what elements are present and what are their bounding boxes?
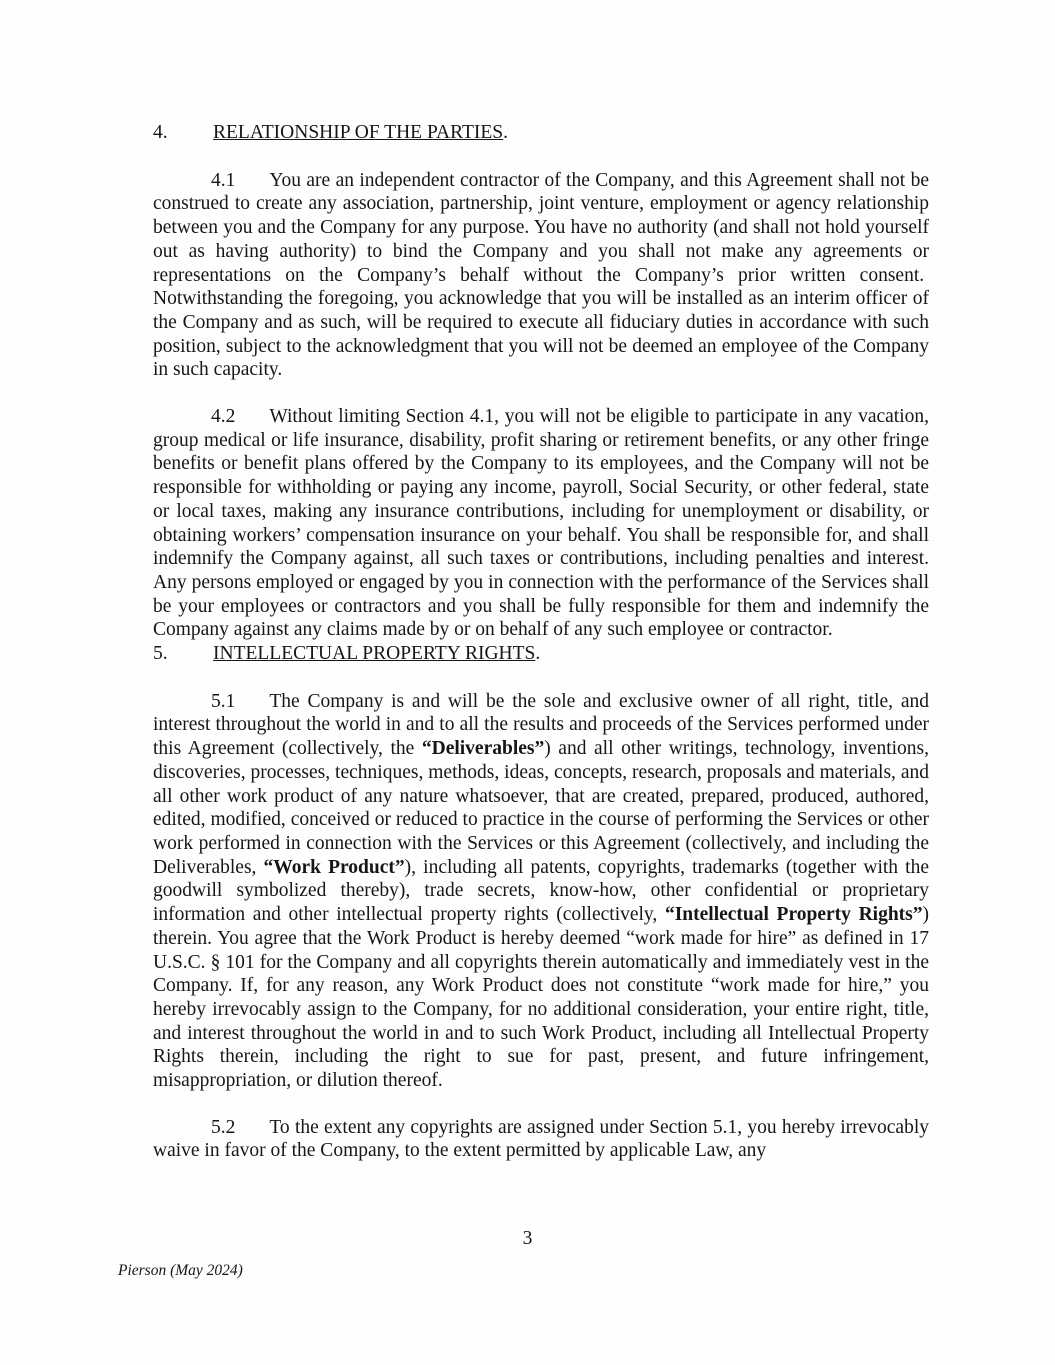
document-content — [153, 121, 929, 1163]
section-relationship-of-the-parties — [153, 121, 929, 642]
section-5-title-period: . — [535, 643, 541, 665]
paragraph-5-2-number: 5.2 — [211, 1116, 236, 1138]
page-number: 3 — [522, 1228, 533, 1249]
section-5-number: 5. — [153, 643, 168, 665]
paragraph-5-2 — [153, 1116, 929, 1163]
section-4-title-period: . — [503, 122, 508, 143]
paragraph-4-2 — [153, 405, 929, 642]
section-4-number: 4. — [153, 122, 168, 143]
section-4-title: RELATIONSHIP OF THE PARTIES — [213, 122, 504, 143]
paragraph-4-1-number: 4.1 — [211, 169, 236, 191]
section-5-heading — [153, 642, 929, 666]
paragraph-4-2-number: 4.2 — [211, 406, 236, 428]
section-4-heading — [153, 121, 929, 145]
paragraph-5-1-number: 5.1 — [211, 690, 236, 712]
paragraph-5-1 — [153, 690, 929, 1093]
section-intellectual-property-rights — [153, 642, 929, 1163]
section-5-title: INTELLECTUAL PROPERTY RIGHTS — [213, 643, 536, 665]
paragraph-5-2-text: To the extent any copyrights are assigned under Section 5.1, you hereby irrevocably waive in favor of the Company, to the extent permitted by applicable Law, any — [153, 1116, 929, 1162]
paragraph-4-1 — [153, 169, 929, 382]
paragraph-4-2-text: Without limiting Section 4.1, you will not be eligible to participate in any vacation, group medical or life insurance, disability, profit sharing or retirement benefits, or any other fringe benefits or benefit plans offered by the Company to its employees, and the Company will not be responsible for withholding or paying any income, payroll, Social Security, or other federal, state or local taxes, making any insurance contributions, including for unemployment or disability, or obtaining workers’ compensation insurance on your behalf. You shall be responsible for, and shall indemnify the Company against, all such taxes or contributions, including penalties and interest. Any persons employed or engaged by you in connection with the performance of the Services shall be your employees or contractors and you shall be fully responsible for them and indemnify the Company against any claims made by or on behalf of any such employee or contractor. — [153, 406, 929, 641]
paragraph-4-1-text: You are an independent contractor of the Company, and this Agreement shall not be construed to create any association, partnership, joint venture, employment or agency relationship between you and the Company for any purpose. You have no authority (and shall not hold yourself out as having authority) to bind the Company and you shall not make any agreements or representations on the Company’s behalf without the Company’s prior written consent. Notwithstanding the foregoing, you acknowledge that you will be installed as an interim officer of the Company and as such, will be required to execute all fiduciary duties in accordance with such position, subject to the acknowledgment that you will not be deemed an employee of the Company in such capacity. — [153, 169, 929, 381]
paragraph-5-1-text: The Company is and will be the sole and exclusive owner of all right, title, and interest throughout the world in and to all the results and proceeds of the Services performed under this Agreement (collectively, the “Deliverables”) and all other writings, technology, inventions, discoveries, processes, techniques, methods, ideas, concepts, research, proposals and materials, and all other work product of any nature whatsoever, that are created, prepared, produced, authored, edited, modified, conceived or reduced to practice in the course of performing the Services or other work performed in connection with the Services or this Agreement (collectively, and including the Deliverables, “Work Product”), including all patents, copyrights, trademarks (together with the goodwill symbolized thereby), trade secrets, know-how, other confidential or proprietary information and other intellectual property rights (collectively, “Intellectual Property Rights”) therein. You agree that the Work Product is hereby deemed “work made for hire” as defined in 17 U.S.C. § 101 for the Company and all copyrights therein automatically and immediately vest in the Company. If, for any reason, any Work Product does not constitute “work made for hire,” you hereby irrevocably assign to the Company, for no additional consideration, your entire right, title, and interest throughout the world in and to such Work Product, including all Intellectual Property Rights therein, including the right to sue for past, present, and future infringement, misappropriation, or dilution thereof. — [153, 690, 929, 1092]
footer-version-note: Pierson (May 2024) — [118, 1262, 243, 1279]
